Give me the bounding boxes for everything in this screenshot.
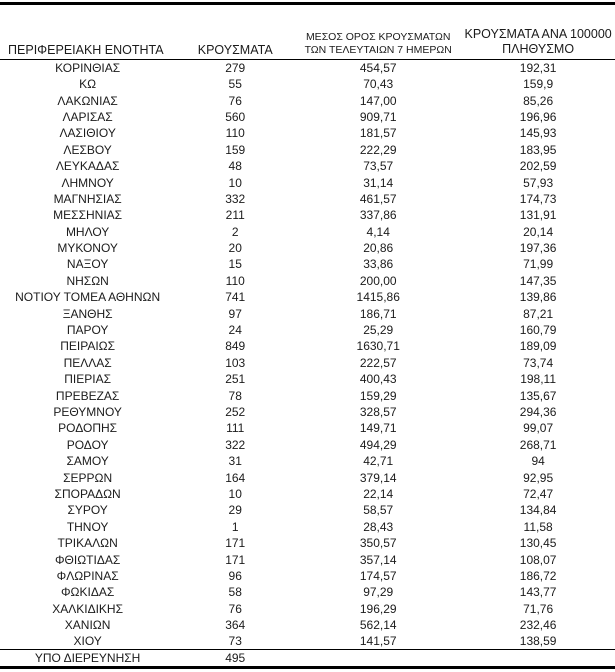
avg7days-cell: 400,43 <box>359 372 397 387</box>
per100k-cell: 11,58 <box>523 519 553 534</box>
table-row <box>0 568 615 584</box>
table-row <box>0 338 615 354</box>
avg7days-cell: 328,57 <box>359 405 397 419</box>
per100k-cell: 20,14 <box>523 224 554 239</box>
avg7days-cell: 350,57 <box>359 536 397 551</box>
avg7days-cell: 159,29 <box>359 388 397 403</box>
cases-cell: 495 <box>225 651 246 666</box>
avg7days-cell: 147,00 <box>359 93 397 108</box>
table-row <box>0 240 615 256</box>
region-cell: ΜΑΓΝΗΣΙΑΣ <box>53 191 122 206</box>
region-cell: ΛΑΚΩΝΙΑΣ <box>57 93 118 108</box>
table-row <box>0 650 615 668</box>
table-row <box>0 404 615 420</box>
cases-cell: 24 <box>228 323 242 338</box>
per100k-cell: 232,46 <box>519 618 557 633</box>
avg7days-cell: 4,14 <box>366 224 390 239</box>
table-row <box>0 601 615 617</box>
avg7days-cell: 454,57 <box>359 61 397 75</box>
cases-cell: 15 <box>228 257 242 272</box>
cases-cell: 159 <box>225 142 246 157</box>
region-cell: ΧΙΟΥ <box>73 634 102 649</box>
table-row <box>0 617 615 633</box>
table-row <box>0 305 615 321</box>
avg7days-cell: 909,71 <box>359 109 397 124</box>
avg7days-cell: 562,14 <box>359 618 397 633</box>
per100k-cell: 134,84 <box>519 503 557 518</box>
column-header-4-line-2: ΠΛΗΘΥΣΜΟ <box>502 42 575 56</box>
avg7days-cell: 1630,71 <box>356 339 400 354</box>
cases-cell: 171 <box>225 536 246 551</box>
per100k-cell <box>461 650 615 668</box>
per100k-cell: 159,9 <box>523 77 554 92</box>
region-cell: ΝΗΣΩΝ <box>66 273 109 288</box>
avg7days-cell: 141,57 <box>359 634 397 649</box>
table-row <box>0 437 615 453</box>
per100k-cell: 160,79 <box>519 323 557 338</box>
avg7days-cell: 222,57 <box>359 355 397 370</box>
per100k-cell: 130,45 <box>519 536 557 551</box>
region-cell: ΡΕΘΥΜΝΟΥ <box>53 405 122 419</box>
cases-cell: 111 <box>226 421 245 436</box>
per100k-cell: 138,59 <box>519 634 557 649</box>
cases-cell: 10 <box>228 486 242 501</box>
region-cell: ΠΑΡΟΥ <box>66 323 109 338</box>
per100k-cell: 85,26 <box>523 93 554 108</box>
per100k-cell: 196,96 <box>519 109 557 124</box>
table-row <box>0 191 615 207</box>
avg7days-cell: 461,57 <box>359 191 397 206</box>
table-row <box>0 207 615 223</box>
region-cell: ΣΠΟΡΑΔΩΝ <box>54 486 121 501</box>
avg7days-cell: 73,57 <box>363 159 394 174</box>
per100k-cell: 294,36 <box>519 405 557 419</box>
region-cell: ΠΕΙΡΑΙΩΣ <box>60 339 116 354</box>
cases-cell: 2 <box>231 224 239 239</box>
region-cell: ΧΑΝΙΩΝ <box>64 618 111 633</box>
avg7days-cell <box>295 650 461 668</box>
column-header-3-line-2: ΤΩΝ ΤΕΛΕΥΤΑΙΩΝ 7 ΗΜΕΡΩΝ <box>304 44 452 56</box>
region-cell: ΤΗΝΟΥ <box>66 519 109 534</box>
cases-cell: 110 <box>225 126 245 141</box>
cases-cell: 252 <box>225 405 246 419</box>
per100k-cell: 143,77 <box>519 585 557 600</box>
table-row <box>0 60 615 77</box>
per100k-cell: 192,31 <box>519 61 557 75</box>
region-cell: ΛΕΣΒΟΥ <box>63 142 112 157</box>
region-cell: ΣΕΡΡΩΝ <box>63 470 113 485</box>
table-row <box>0 519 615 535</box>
avg7days-cell: 494,29 <box>359 437 397 452</box>
avg7days-cell: 1415,86 <box>356 290 400 305</box>
column-header-3 <box>295 4 461 60</box>
region-cell: ΛΑΡΙΣΑΣ <box>62 109 113 124</box>
per100k-cell: 87,21 <box>523 306 554 321</box>
region-cell: ΠΡΕΒΕΖΑΣ <box>55 388 120 403</box>
region-cell: ΦΩΚΙΔΑΣ <box>60 585 115 600</box>
table-row <box>0 92 615 108</box>
table-row <box>0 584 615 600</box>
per100k-cell: 72,47 <box>523 486 554 501</box>
cases-cell: 211 <box>225 208 245 223</box>
region-cell: ΛΑΣΙΘΙΟΥ <box>59 126 116 141</box>
column-header-1-line-1: ΠΕΡΙΦΕΡΕΙΑΚΗ ΕΝΟΤΗΤΑ <box>8 43 164 57</box>
table-row <box>0 355 615 371</box>
cases-cell: 20 <box>228 241 242 256</box>
cases-cell: 171 <box>225 552 246 567</box>
header-row <box>0 4 615 60</box>
table-row <box>0 551 615 567</box>
region-cell: ΜΕΣΣΗΝΙΑΣ <box>53 208 123 223</box>
avg7days-cell: 379,14 <box>359 470 397 485</box>
per100k-cell: 135,67 <box>519 388 557 403</box>
avg7days-cell: 337,86 <box>359 208 397 223</box>
cases-cell: 322 <box>225 437 246 452</box>
per100k-cell: 57,93 <box>523 175 554 190</box>
avg7days-cell: 181,57 <box>359 126 397 141</box>
table-row <box>0 224 615 240</box>
table-row <box>0 76 615 92</box>
per100k-cell: 268,71 <box>519 437 557 452</box>
per100k-cell: 131,91 <box>519 208 557 223</box>
avg7days-cell: 33,86 <box>363 257 394 272</box>
region-cell: ΡΟΔΟΠΗΣ <box>58 421 118 436</box>
cases-cell: 741 <box>225 290 246 305</box>
table-row <box>0 387 615 403</box>
cases-cell: 31 <box>228 454 242 469</box>
table-row <box>0 453 615 469</box>
avg7days-cell: 200,00 <box>359 273 397 288</box>
table-row <box>0 142 615 158</box>
regional-cases-table <box>0 2 615 669</box>
cases-cell: 76 <box>228 93 242 108</box>
table-row <box>0 125 615 141</box>
region-cell: ΛΗΜΝΟΥ <box>61 175 114 190</box>
cases-cell: 849 <box>225 339 246 354</box>
region-cell: ΦΛΩΡΙΝΑΣ <box>56 568 119 583</box>
table-row <box>0 535 615 551</box>
cases-cell: 29 <box>228 503 242 518</box>
per100k-cell: 183,95 <box>519 142 557 157</box>
region-cell: ΦΘΙΩΤΙΔΑΣ <box>54 552 121 567</box>
table-row <box>0 469 615 485</box>
cases-cell: 103 <box>225 355 246 370</box>
cases-cell: 78 <box>228 388 242 403</box>
cases-cell: 332 <box>225 191 246 206</box>
avg7days-cell: 70,43 <box>363 77 394 92</box>
region-cell: ΚΟΡΙΝΘΙΑΣ <box>55 61 121 75</box>
avg7days-cell: 28,43 <box>363 519 394 534</box>
avg7days-cell: 222,29 <box>359 142 397 157</box>
table-row <box>0 633 615 650</box>
region-cell: ΡΟΔΟΥ <box>66 437 109 452</box>
region-cell: ΛΕΥΚΑΔΑΣ <box>55 159 120 174</box>
avg7days-cell: 22,14 <box>363 486 394 501</box>
per100k-cell: 174,73 <box>519 191 557 206</box>
region-cell: ΝΟΤΙΟΥ ΤΟΜΕΑ ΑΘΗΝΩΝ <box>15 290 161 305</box>
table-row <box>0 256 615 272</box>
table-row <box>0 502 615 518</box>
column-header-4 <box>461 4 615 60</box>
table-row <box>0 174 615 190</box>
region-cell: ΧΑΛΚΙΔΙΚΗΣ <box>52 601 124 616</box>
avg7days-cell: 149,71 <box>359 421 397 436</box>
column-header-2-line-1: ΚΡΟΥΣΜΑΤΑ <box>197 43 273 57</box>
per100k-cell: 197,36 <box>519 241 557 256</box>
table-row <box>0 486 615 502</box>
table-row <box>0 322 615 338</box>
cases-cell: 364 <box>225 618 246 633</box>
per100k-cell: 99,07 <box>523 421 554 436</box>
region-cell: ΜΗΛΟΥ <box>65 224 110 239</box>
region-cell: ΜΥΚΟΝΟΥ <box>57 241 118 256</box>
table-row <box>0 420 615 436</box>
avg7days-cell: 20,86 <box>363 241 394 256</box>
cases-cell: 48 <box>228 159 242 174</box>
cases-cell: 10 <box>228 175 242 190</box>
cases-cell: 1 <box>231 519 239 534</box>
cases-cell: 55 <box>228 77 242 92</box>
region-cell: ΠΙΕΡΙΑΣ <box>64 372 112 387</box>
per100k-cell: 145,93 <box>519 126 557 141</box>
cases-cell: 96 <box>228 568 242 583</box>
region-cell: ΣΑΜΟΥ <box>66 454 109 469</box>
column-header-4-line-1: ΚΡΟΥΣΜΑΤΑ ΑΝΑ 100000 <box>464 27 612 41</box>
per100k-cell: 73,74 <box>523 355 554 370</box>
per100k-cell: 202,59 <box>519 159 557 174</box>
table-row <box>0 289 615 305</box>
region-cell: ΠΕΛΛΑΣ <box>63 355 112 370</box>
cases-cell: 76 <box>228 601 242 616</box>
avg7days-cell: 31,14 <box>363 175 394 190</box>
region-cell: ΥΠΟ ΔΙΕΡΕΥΝΗΣΗ <box>34 651 141 666</box>
per100k-cell: 92,95 <box>523 470 554 485</box>
table-row <box>0 109 615 125</box>
table-row <box>0 158 615 174</box>
table-row <box>0 371 615 387</box>
avg7days-cell: 186,71 <box>359 306 397 321</box>
avg7days-cell: 42,71 <box>363 454 394 469</box>
per100k-cell: 71,76 <box>523 601 554 616</box>
avg7days-cell: 174,57 <box>359 568 397 583</box>
cases-cell: 251 <box>225 372 246 387</box>
region-cell: ΚΩ <box>79 77 97 92</box>
cases-cell: 73 <box>228 634 242 649</box>
avg7days-cell: 357,14 <box>359 552 397 567</box>
per100k-cell: 147,35 <box>519 273 557 288</box>
avg7days-cell: 196,29 <box>359 601 397 616</box>
cases-cell: 58 <box>228 585 242 600</box>
region-cell: ΤΡΙΚΑΛΩΝ <box>57 536 118 551</box>
per100k-cell: 198,11 <box>520 372 557 387</box>
per100k-cell: 186,72 <box>519 568 557 583</box>
cases-cell: 164 <box>225 470 246 485</box>
avg7days-cell: 97,29 <box>363 585 394 600</box>
per100k-cell: 108,07 <box>519 552 557 567</box>
per100k-cell: 189,09 <box>519 339 557 354</box>
column-header-2 <box>175 4 295 60</box>
column-header-1 <box>0 4 175 60</box>
cases-cell: 279 <box>225 61 246 75</box>
cases-cell: 97 <box>228 306 242 321</box>
avg7days-cell: 25,29 <box>363 323 394 338</box>
per100k-cell: 71,99 <box>523 257 554 272</box>
region-cell: ΣΥΡΟΥ <box>67 503 108 518</box>
per100k-cell: 94 <box>531 454 545 469</box>
per100k-cell: 139,86 <box>519 290 557 305</box>
column-header-3-line-1: ΜΕΣΟΣ ΟΡΟΣ ΚΡΟΥΣΜΑΤΩΝ <box>305 31 451 43</box>
region-cell: ΝΑΞΟΥ <box>66 257 109 272</box>
region-cell: ΞΑΝΘΗΣ <box>62 306 113 321</box>
table-row <box>0 273 615 289</box>
cases-cell: 110 <box>225 273 245 288</box>
cases-cell: 560 <box>225 109 246 124</box>
avg7days-cell: 58,57 <box>363 503 394 518</box>
